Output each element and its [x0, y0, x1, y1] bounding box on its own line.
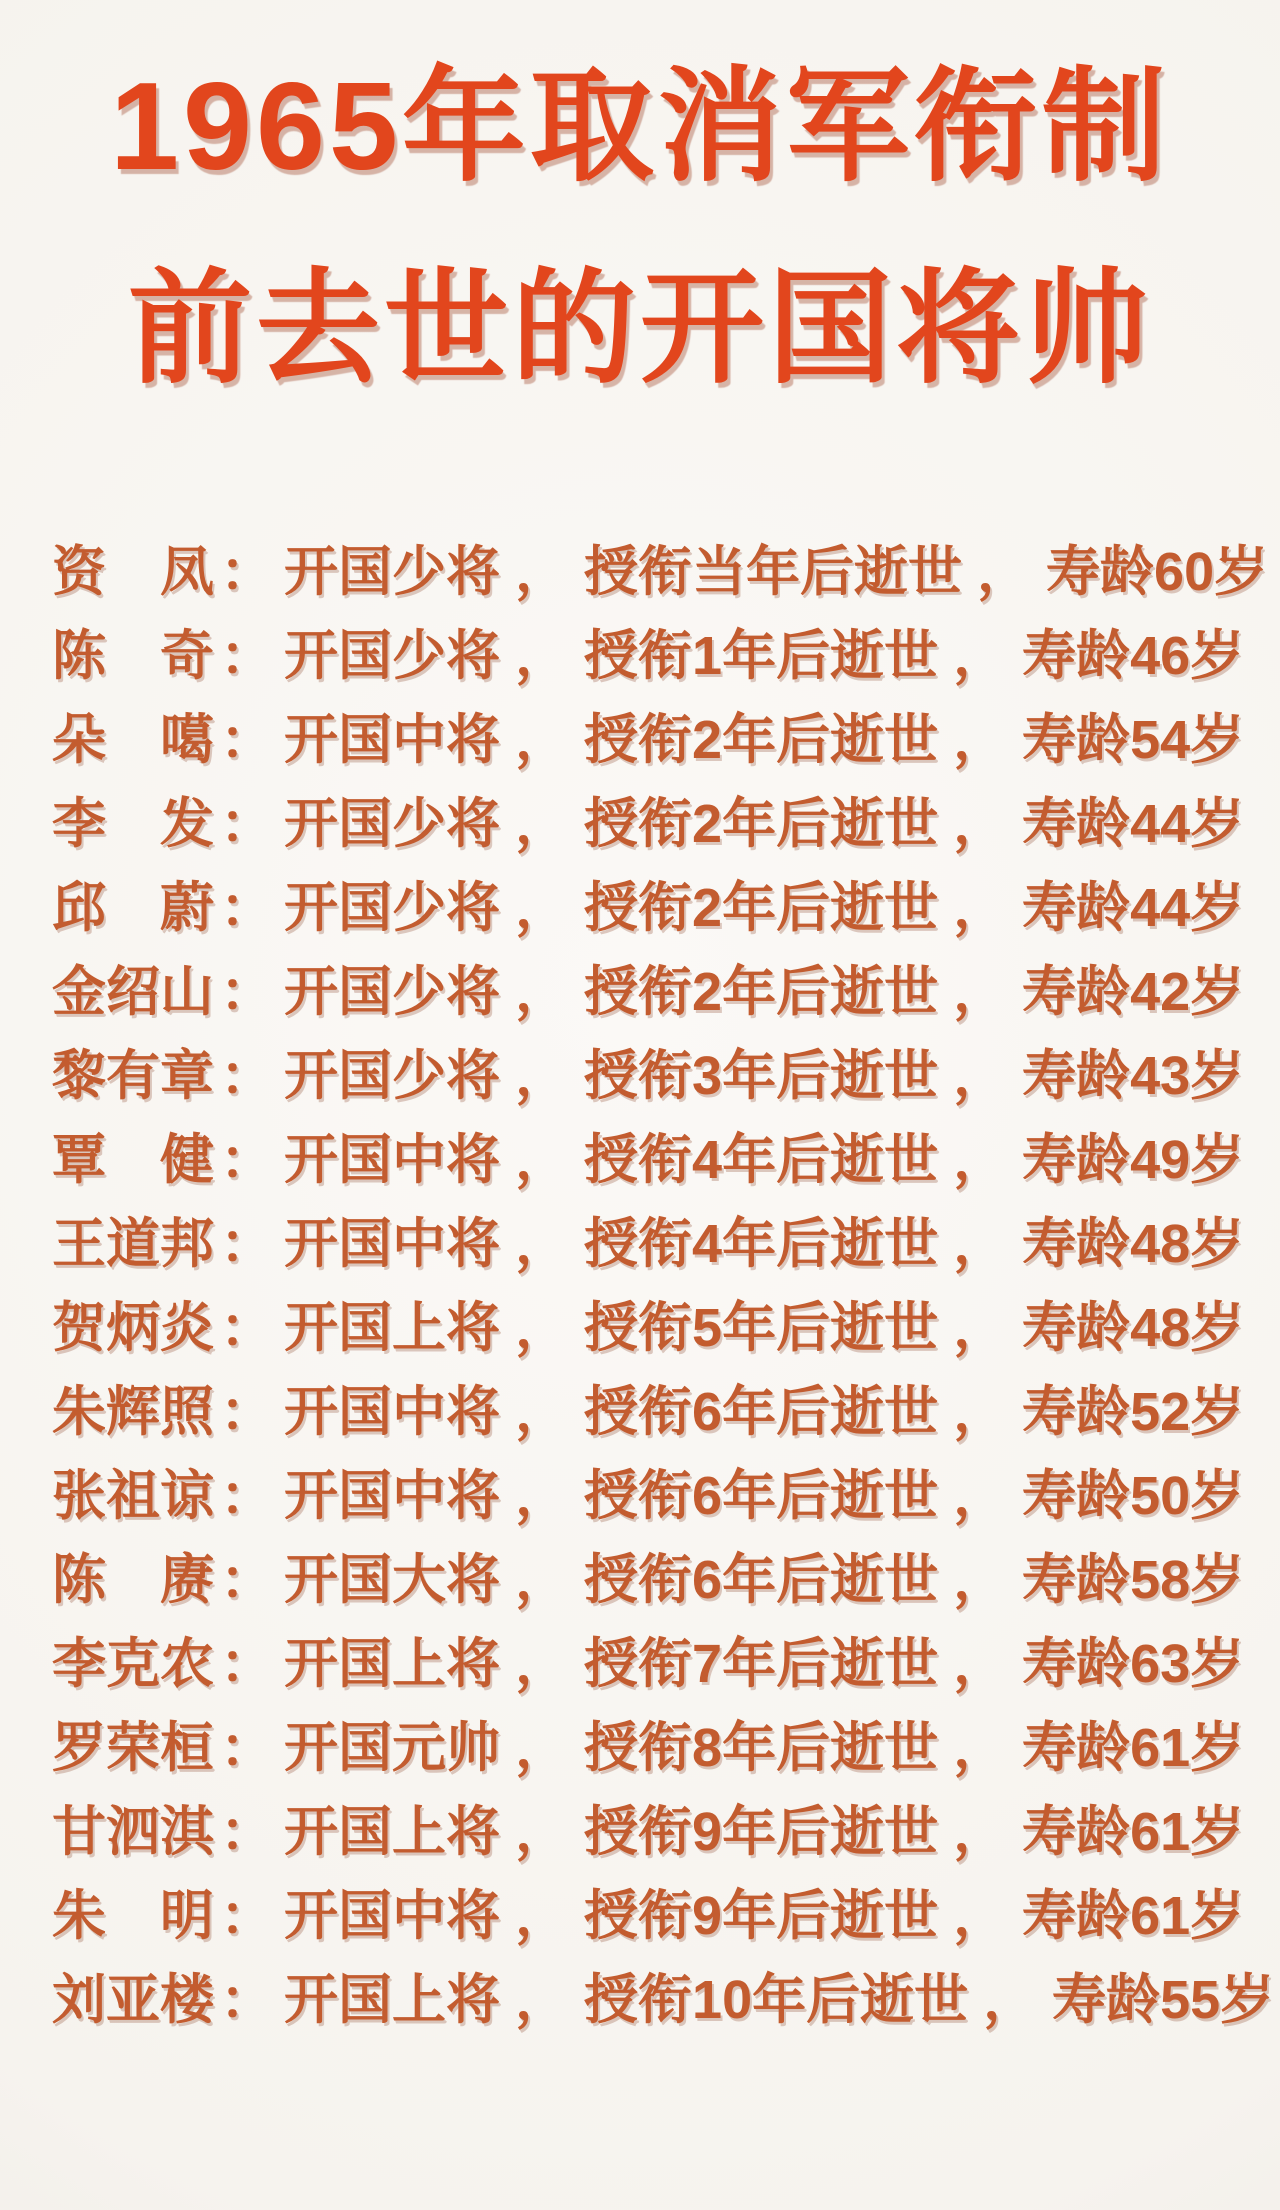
comma-separator: ， — [515, 1718, 570, 1778]
comma-separator: ， — [953, 1802, 1008, 1862]
death-after-confer: 授衔7年后逝世 — [584, 1634, 939, 1694]
general-rank: 开国中将 — [284, 1130, 500, 1190]
death-after-confer: 授衔6年后逝世 — [584, 1550, 939, 1610]
general-rank: 开国少将 — [284, 878, 500, 938]
colon-separator: ： — [220, 710, 274, 770]
roster-row — [52, 1790, 1245, 1874]
comma-separator: ， — [953, 1214, 1008, 1274]
comma-separator: ， — [515, 1046, 570, 1106]
comma-separator: ， — [953, 794, 1008, 854]
general-rank: 开国上将 — [284, 1634, 500, 1694]
comma-separator: ， — [953, 962, 1008, 1022]
age-at-death: 寿龄43岁 — [1022, 1046, 1245, 1106]
comma-separator: ， — [515, 1550, 570, 1610]
general-rank: 开国中将 — [284, 1886, 500, 1946]
comma-separator: ， — [515, 1298, 570, 1358]
title-line-1: 1965年取消军衔制 — [110, 58, 1170, 196]
general-detail — [284, 1706, 1244, 1790]
roster-row — [52, 1622, 1245, 1706]
comma-separator: ， — [515, 626, 570, 686]
colon-separator: ： — [220, 1214, 274, 1274]
colon-separator: ： — [220, 878, 274, 938]
age-at-death: 寿龄48岁 — [1022, 1214, 1245, 1274]
roster-row — [52, 866, 1245, 950]
death-after-confer: 授衔2年后逝世 — [584, 794, 939, 854]
age-at-death: 寿龄42岁 — [1022, 962, 1245, 1022]
general-rank: 开国中将 — [284, 1214, 500, 1274]
comma-separator: ， — [515, 1130, 570, 1190]
general-name: 邱 蔚 — [52, 878, 214, 938]
death-after-confer: 授衔4年后逝世 — [584, 1214, 939, 1274]
comma-separator: ， — [515, 1382, 570, 1442]
general-rank: 开国少将 — [284, 626, 500, 686]
death-after-confer: 授衔8年后逝世 — [584, 1718, 939, 1778]
general-detail — [284, 1370, 1244, 1454]
general-rank: 开国中将 — [284, 1466, 500, 1526]
general-detail — [284, 1118, 1244, 1202]
age-at-death: 寿龄61岁 — [1022, 1886, 1245, 1946]
general-rank: 开国少将 — [284, 1046, 500, 1106]
roster-row — [52, 1286, 1245, 1370]
general-detail — [284, 1790, 1244, 1874]
death-after-confer: 授衔2年后逝世 — [584, 878, 939, 938]
comma-separator: ， — [953, 878, 1008, 938]
roster-row — [52, 698, 1245, 782]
roster-list — [0, 530, 1280, 2042]
roster-row — [52, 530, 1269, 614]
death-after-confer: 授衔5年后逝世 — [584, 1298, 939, 1358]
roster-row — [52, 1034, 1245, 1118]
comma-separator: ， — [953, 1634, 1008, 1694]
age-at-death: 寿龄63岁 — [1022, 1634, 1245, 1694]
comma-separator: ， — [983, 1970, 1038, 2030]
age-at-death: 寿龄58岁 — [1022, 1550, 1245, 1610]
general-detail — [284, 1034, 1244, 1118]
comma-separator: ， — [977, 542, 1032, 602]
comma-separator: ， — [953, 1718, 1008, 1778]
comma-separator: ， — [953, 626, 1008, 686]
general-name: 贺炳炎 — [52, 1298, 214, 1358]
age-at-death: 寿龄44岁 — [1022, 794, 1245, 854]
general-name: 陈 奇 — [52, 626, 214, 686]
general-name: 张祖谅 — [52, 1466, 214, 1526]
general-detail — [284, 530, 1268, 614]
general-detail — [284, 1454, 1244, 1538]
age-at-death: 寿龄61岁 — [1022, 1718, 1245, 1778]
age-at-death: 寿龄54岁 — [1022, 710, 1245, 770]
general-name: 覃 健 — [52, 1130, 214, 1190]
general-name: 朱辉照 — [52, 1382, 214, 1442]
comma-separator: ， — [515, 878, 570, 938]
general-detail — [284, 950, 1244, 1034]
general-name: 朵 噶 — [52, 710, 214, 770]
roster-row — [52, 1118, 1245, 1202]
general-detail — [284, 866, 1244, 950]
general-name: 陈 赓 — [52, 1550, 214, 1610]
poster-title — [0, 0, 1280, 430]
general-name: 罗荣桓 — [52, 1718, 214, 1778]
general-rank: 开国上将 — [284, 1970, 500, 2030]
general-rank: 开国大将 — [284, 1550, 500, 1610]
general-rank: 开国中将 — [284, 1382, 500, 1442]
comma-separator: ， — [953, 1298, 1008, 1358]
colon-separator: ： — [220, 962, 274, 1022]
roster-row — [52, 950, 1245, 1034]
comma-separator: ， — [515, 1466, 570, 1526]
general-name: 资 凤 — [52, 542, 214, 602]
general-name: 甘泗淇 — [52, 1802, 214, 1862]
general-detail — [284, 1202, 1244, 1286]
colon-separator: ： — [220, 1466, 274, 1526]
roster-row — [52, 1874, 1245, 1958]
comma-separator: ， — [515, 794, 570, 854]
general-name: 黎有章 — [52, 1046, 214, 1106]
general-detail — [284, 614, 1244, 698]
comma-separator: ， — [515, 1634, 570, 1694]
death-after-confer: 授衔2年后逝世 — [584, 962, 939, 1022]
colon-separator: ： — [220, 1634, 274, 1694]
age-at-death: 寿龄55岁 — [1052, 1970, 1275, 2030]
death-after-confer: 授衔3年后逝世 — [584, 1046, 939, 1106]
general-name: 刘亚楼 — [52, 1970, 214, 2030]
death-after-confer: 授衔1年后逝世 — [584, 626, 939, 686]
general-name: 李 发 — [52, 794, 214, 854]
general-detail — [284, 1538, 1244, 1622]
colon-separator: ： — [220, 1298, 274, 1358]
general-detail — [284, 1622, 1244, 1706]
death-after-confer: 授衔当年后逝世 — [584, 542, 963, 602]
general-detail — [284, 1958, 1274, 2042]
roster-row — [52, 1958, 1275, 2042]
colon-separator: ： — [220, 1802, 274, 1862]
comma-separator: ， — [515, 1214, 570, 1274]
roster-row — [52, 614, 1245, 698]
death-after-confer: 授衔6年后逝世 — [584, 1466, 939, 1526]
general-rank: 开国少将 — [284, 962, 500, 1022]
general-name: 李克农 — [52, 1634, 214, 1694]
roster-row — [52, 1454, 1245, 1538]
age-at-death: 寿龄60岁 — [1046, 542, 1269, 602]
general-detail — [284, 782, 1244, 866]
death-after-confer: 授衔10年后逝世 — [584, 1970, 969, 2030]
colon-separator: ： — [220, 1718, 274, 1778]
comma-separator: ， — [515, 1802, 570, 1862]
comma-separator: ， — [953, 1382, 1008, 1442]
comma-separator: ， — [953, 1886, 1008, 1946]
general-detail — [284, 698, 1244, 782]
colon-separator: ： — [220, 542, 274, 602]
comma-separator: ， — [953, 1550, 1008, 1610]
age-at-death: 寿龄61岁 — [1022, 1802, 1245, 1862]
colon-separator: ： — [220, 626, 274, 686]
death-after-confer: 授衔4年后逝世 — [584, 1130, 939, 1190]
general-rank: 开国上将 — [284, 1802, 500, 1862]
colon-separator: ： — [220, 1130, 274, 1190]
age-at-death: 寿龄52岁 — [1022, 1382, 1245, 1442]
comma-separator: ， — [953, 1466, 1008, 1526]
roster-row — [52, 1706, 1245, 1790]
general-rank: 开国元帅 — [284, 1718, 500, 1778]
general-detail — [284, 1874, 1244, 1958]
age-at-death: 寿龄44岁 — [1022, 878, 1245, 938]
comma-separator: ， — [953, 710, 1008, 770]
age-at-death: 寿龄46岁 — [1022, 626, 1245, 686]
colon-separator: ： — [220, 1886, 274, 1946]
age-at-death: 寿龄50岁 — [1022, 1466, 1245, 1526]
roster-row — [52, 1202, 1245, 1286]
death-after-confer: 授衔9年后逝世 — [584, 1802, 939, 1862]
comma-separator: ， — [953, 1046, 1008, 1106]
death-after-confer: 授衔9年后逝世 — [584, 1886, 939, 1946]
colon-separator: ： — [220, 1970, 274, 2030]
general-name: 王道邦 — [52, 1214, 214, 1274]
death-after-confer: 授衔6年后逝世 — [584, 1382, 939, 1442]
comma-separator: ， — [953, 1130, 1008, 1190]
general-rank: 开国中将 — [284, 710, 500, 770]
colon-separator: ： — [220, 1046, 274, 1106]
age-at-death: 寿龄48岁 — [1022, 1298, 1245, 1358]
age-at-death: 寿龄49岁 — [1022, 1130, 1245, 1190]
comma-separator: ， — [515, 962, 570, 1022]
comma-separator: ， — [515, 710, 570, 770]
general-detail — [284, 1286, 1244, 1370]
comma-separator: ， — [515, 542, 570, 602]
colon-separator: ： — [220, 1382, 274, 1442]
general-name: 朱 明 — [52, 1886, 214, 1946]
comma-separator: ， — [515, 1886, 570, 1946]
roster-row — [52, 1370, 1245, 1454]
roster-row — [52, 782, 1245, 866]
general-name: 金绍山 — [52, 962, 214, 1022]
general-rank: 开国上将 — [284, 1298, 500, 1358]
title-line-2: 前去世的开国将帅 — [127, 260, 1152, 398]
general-rank: 开国少将 — [284, 542, 500, 602]
colon-separator: ： — [220, 794, 274, 854]
roster-row — [52, 1538, 1245, 1622]
colon-separator: ： — [220, 1550, 274, 1610]
general-rank: 开国少将 — [284, 794, 500, 854]
comma-separator: ， — [515, 1970, 570, 2030]
death-after-confer: 授衔2年后逝世 — [584, 710, 939, 770]
